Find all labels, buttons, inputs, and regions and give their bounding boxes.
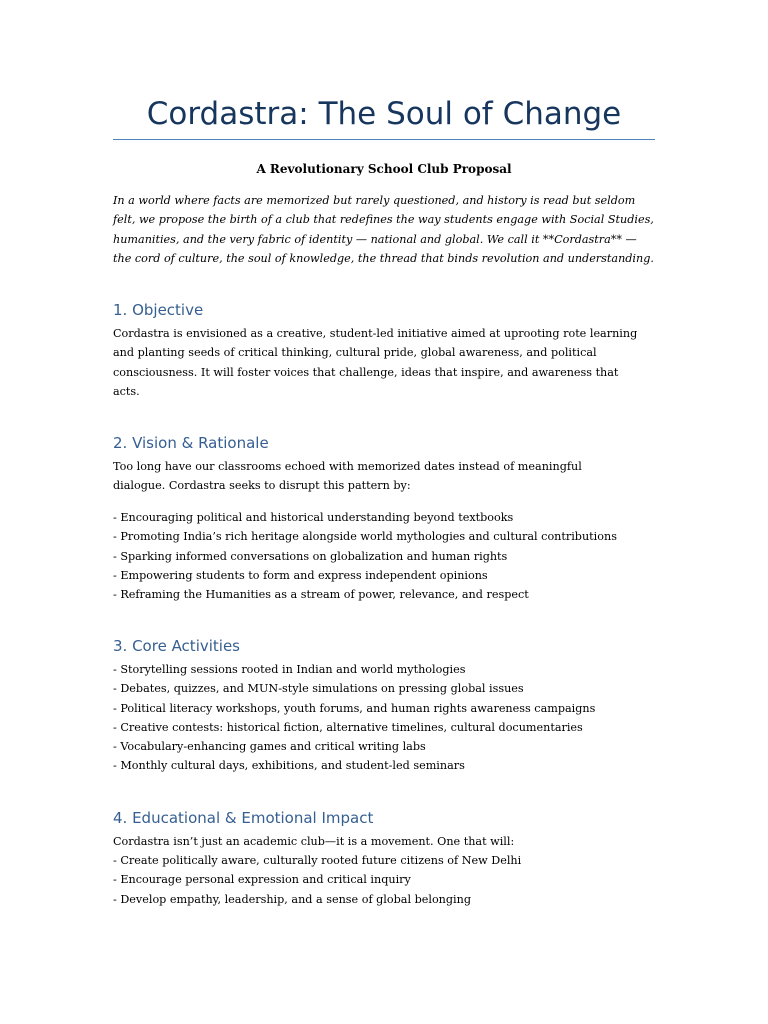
intro-line: felt, we propose the birth of a club that redefines the way students engage with Social Studies, [113, 213, 654, 227]
paragraph-line: and planting seeds of critical thinking, cultural pride, global awareness, and political [113, 346, 597, 360]
list-item: - Creative contests: historical fiction, alternative timelines, cultural documentaries [113, 720, 583, 734]
list-item: - Vocabulary-enhancing games and critical writing labs [113, 740, 426, 754]
vision-list [113, 508, 655, 604]
paragraph-line: acts. [113, 384, 140, 398]
section-heading-core-activities: 3. Core Activities [113, 637, 240, 655]
vision-paragraph [113, 457, 655, 496]
list-item: - Empowering students to form and express independent opinions [113, 568, 488, 582]
intro-line: In a world where facts are memorized but rarely questioned, and history is read but seldom [113, 194, 636, 207]
impact-list [113, 851, 655, 909]
list-item: - Sparking informed conversations on globalization and human rights [113, 549, 508, 563]
section-heading-objective: 1. Objective [113, 301, 204, 319]
section-heading-vision: 2. Vision & Rationale [113, 434, 269, 452]
intro-line: the cord of culture, the soul of knowledge, the thread that binds revolution and understanding. [113, 251, 654, 265]
objective-paragraph [113, 324, 655, 401]
list-item: - Create politically aware, culturally rooted future citizens of New Delhi [113, 854, 522, 867]
list-item: - Develop empathy, leadership, and a sense of global belonging [113, 892, 471, 906]
document-title: Cordastra: The Soul of Change [146, 96, 622, 132]
list-item: - Political literacy workshops, youth forums, and human rights awareness campaigns [113, 701, 596, 715]
paragraph-line: Cordastra is envisioned as a creative, student-led initiative aimed at uprooting rote learning [113, 327, 638, 340]
list-item: - Encouraging political and historical understanding beyond textbooks [113, 511, 514, 524]
section-heading-impact: 4. Educational & Emotional Impact [113, 809, 374, 827]
list-item: - Promoting India’s rich heritage alongside world mythologies and cultural contributions [113, 530, 617, 544]
core-activities-list [113, 660, 655, 776]
list-item: - Encourage personal expression and critical inquiry [113, 873, 411, 887]
paragraph-line: Too long have our classrooms echoed with memorized dates instead of meaningful [113, 460, 582, 473]
paragraph-line: Cordastra isn’t just an academic club—it is a movement. One that will: [113, 835, 515, 848]
list-item: - Debates, quizzes, and MUN-style simulations on pressing global issues [113, 682, 524, 696]
title-divider [113, 139, 655, 140]
impact-paragraph [113, 832, 655, 851]
document-subtitle: A Revolutionary School Club Proposal [256, 162, 512, 176]
list-item: - Storytelling sessions rooted in Indian and world mythologies [113, 663, 466, 676]
paragraph-line: dialogue. Cordastra seeks to disrupt this pattern by: [113, 479, 411, 493]
intro-line: humanities, and the very fabric of identity — national and global. We call it **Cordastra** — [113, 232, 637, 246]
paragraph-line: consciousness. It will foster voices that challenge, ideas that inspire, and awareness that [113, 365, 619, 379]
list-item: - Monthly cultural days, exhibitions, and student-led seminars [113, 759, 465, 773]
list-item: - Reframing the Humanities as a stream of power, relevance, and respect [113, 588, 529, 602]
intro-paragraph [113, 191, 655, 268]
